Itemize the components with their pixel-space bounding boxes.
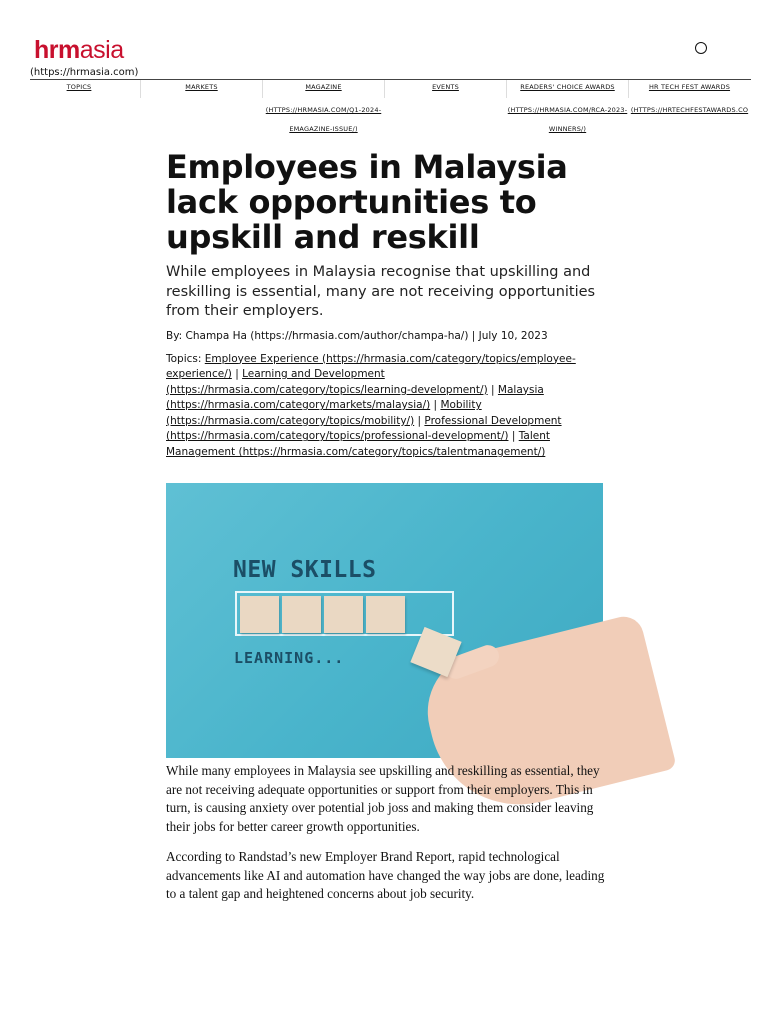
nav-label: EVENTS [432,83,459,91]
nav-label: READERS' CHOICE AWARDS [520,83,615,91]
topic-separator: | [491,383,495,396]
logo-link[interactable]: (https://hrmasia.com) [30,67,139,78]
topic-link-learning-development[interactable]: Learning and Development (https://hrmasia.com/category/topics/learning-development/) [166,368,488,396]
topic-separator: | [417,414,422,427]
nav-label: MAGAZINE [305,83,342,91]
wooden-block [240,596,279,633]
nav-label: MARKETS [185,83,218,91]
hero-text-learning: LEARNING... [234,649,345,667]
nav-label: HR TECH FEST AWARDS [648,83,731,91]
nav-events[interactable] [384,80,506,98]
nav-topics[interactable] [18,80,140,98]
nav-hr-tech-fest-awards[interactable] [628,80,750,114]
nav-rca-url[interactable]: (HTTPS://HRMASIA.COM/RCA-2023-WINNERS/) [507,106,628,133]
topics-label: Topics: [166,352,202,365]
topic-link-talent-management[interactable]: Talent Management (https://hrmasia.com/category/topics/talentmanagement/) [166,430,550,459]
hero-image [166,483,603,758]
nav-label: TOPICS [66,83,92,91]
body-paragraph: According to Randstad’s new Employer Brand Report, rapid technological advancements like AI and automation have changed the way jobs are done, leading to a talent gap and heightened concerns about job security. [166,848,605,902]
logo-hrm: hrm [34,36,80,64]
main-nav [18,80,750,140]
article-body [166,762,606,915]
topic-separator: | [235,368,239,381]
body-paragraph: While many employees in Malaysia see upskilling and reskilling as essential, they are not receiving adequate opportunities or support from their employers. This in turn, is causing anxiety over potential job joss and making them consider leaving their jobs for better career growth opportunities. [166,763,600,835]
topic-link-malaysia[interactable]: Malaysia (https://hrmasia.com/category/markets/malaysia/) [166,383,544,412]
topic-separator: | [433,399,438,412]
logo-asia: asia [79,36,124,64]
wooden-block [282,596,321,633]
topic-link-employee-experience[interactable]: Employee Experience (https://hrmasia.com/category/topics/employee-experience/) [166,352,576,381]
hero-text-new-skills: NEW SKILLS [233,557,377,583]
nav-hrtech-url[interactable]: (HTTPS://HRTECHFESTAWARDS.CO [630,106,749,114]
nav-markets[interactable] [140,80,262,98]
article [166,150,606,461]
search-icon[interactable] [695,42,707,54]
nav-readers-choice-awards[interactable] [506,80,628,133]
topic-separator: | [511,430,516,443]
nav-magazine[interactable] [262,80,384,133]
article-topics [166,352,606,461]
article-standfirst: While employees in Malaysia recognise that upskilling and reskilling is essential, many are not receiving opportunities from their employers. [166,264,596,319]
wooden-block [324,596,363,633]
article-headline: Employees in Malaysia lack opportunities to upskill and reskill [166,148,568,256]
nav-magazine-url[interactable]: (HTTPS://HRMASIA.COM/Q1-2024-EMAGAZINE-ISSUE/) [265,106,382,133]
article-byline: By: Champa Ha (https://hrmasia.com/author/champa-ha/) | July 10, 2023 [166,329,548,342]
topic-link-professional-development[interactable]: Professional Development (https://hrmasia.com/category/topics/professional-development/) [166,414,562,443]
hrmasia-logo[interactable] [34,36,124,64]
wooden-block [366,596,405,633]
topic-link-mobility[interactable]: Mobility (https://hrmasia.com/category/topics/mobility/) [166,399,482,427]
